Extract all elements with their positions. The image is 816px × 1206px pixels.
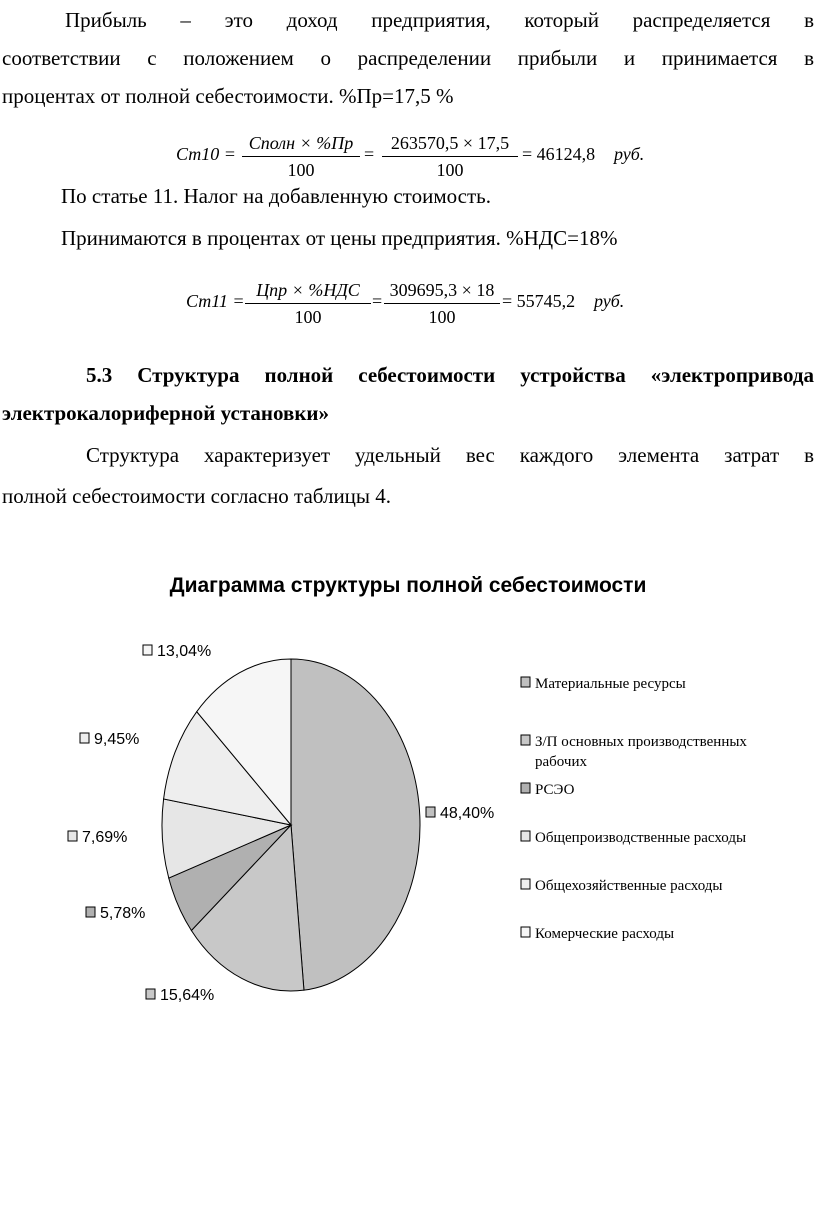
data-label-box-wages — [146, 989, 155, 999]
formula11-equals: = — [372, 291, 383, 311]
formula11-lhs: Ст11 = — [186, 291, 245, 311]
pie-chart — [0, 620, 816, 1120]
paragraph-profit-line2: соответствии с положением о распределении прибыли и принимается в — [2, 46, 814, 70]
formula10-unit: руб. — [614, 144, 645, 164]
formula11-fraction1 — [245, 278, 371, 329]
formula10-result: = 46124,8 — [522, 144, 596, 164]
chart-title: Диаграмма структуры полной себестоимости — [169, 574, 647, 597]
formula10-denominator2: 100 — [436, 160, 464, 180]
formula10-numerator1: Сполн × %Пр — [248, 133, 354, 153]
paragraph-profit-line1: Прибыль – это доход предприятия, который распределяется в — [65, 8, 814, 32]
data-label-general-production: 7,69% — [82, 829, 128, 846]
paragraph-structure-line1: Структура характеризует удельный вес каждого элемента затрат в — [86, 443, 814, 467]
data-label-rseo: 5,78% — [100, 905, 146, 922]
formula10-denominator1: 100 — [287, 160, 315, 180]
legend-swatch-wages — [521, 735, 530, 745]
data-label-box-material — [426, 807, 435, 817]
data-label-material: 48,40% — [440, 805, 495, 822]
data-label-box-commercial — [143, 645, 152, 655]
paragraph-structure-line2: полной себестоимости согласно таблицы 4. — [2, 484, 392, 508]
legend-swatch-material — [521, 677, 530, 687]
data-label-box-general-business — [80, 733, 89, 743]
formula11-denominator1: 100 — [294, 307, 322, 327]
legend-label-material: Материальные ресурсы — [535, 676, 686, 692]
formula11-result: = 55745,2 — [502, 291, 576, 311]
formula11-denominator2: 100 — [428, 307, 456, 327]
legend-label-rseo: РСЭО — [535, 782, 575, 798]
item11-label: По статье 11. Налог на добавленную стоимость. — [61, 184, 491, 208]
legend-label-general-business: Общехозяйственные расходы — [535, 878, 723, 894]
legend-label-wages: З/П основных производственных рабочих — [535, 734, 747, 770]
legend-swatch-general-business — [521, 879, 530, 889]
data-label-wages: 15,64% — [160, 987, 215, 1004]
formula11-unit: руб. — [594, 291, 625, 311]
paragraph-profit-line3: процентах от полной себестоимости. %Пр=17,5 % — [2, 84, 454, 108]
legend-swatch-rseo — [521, 783, 530, 793]
pie-slice-material — [291, 659, 420, 990]
formula-item11 — [0, 0, 816, 340]
formula10-equals: = — [364, 144, 375, 164]
formula10-lhs: Ст10 = — [176, 144, 236, 164]
legend-label-general-production: Общепроизводственные расходы — [535, 830, 747, 846]
formula11-fraction2 — [384, 278, 500, 329]
data-label-box-rseo — [86, 907, 95, 917]
formula10-numerator2: 263570,5 × 17,5 — [390, 133, 510, 153]
section-heading-line1: 5.3 Структура полной себестоимости устройства «электропривода — [86, 363, 814, 387]
formula11-numerator1: Цпр × %НДС — [256, 280, 360, 300]
data-label-general-business: 9,45% — [94, 731, 140, 748]
legend-swatch-commercial — [521, 927, 530, 937]
formula11-numerator2: 309695,3 × 18 — [389, 280, 495, 300]
vat-line: Принимаются в процентах от цены предприятия. %НДС=18% — [61, 226, 618, 250]
legend-label-commercial: Комерческие расходы — [535, 926, 675, 942]
section-heading-line2: электрокалориферной установки» — [2, 401, 330, 425]
data-label-box-general-production — [68, 831, 77, 841]
data-label-commercial: 13,04% — [157, 643, 212, 660]
legend-swatch-general-production — [521, 831, 530, 841]
